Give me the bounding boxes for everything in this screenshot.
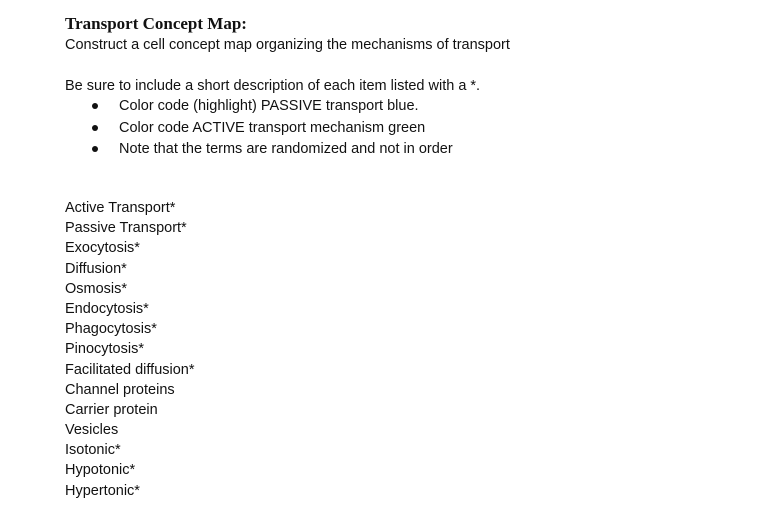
term-item: Active Transport* xyxy=(65,200,176,216)
bullet-dot-icon xyxy=(92,146,98,152)
page-subtitle: Construct a cell concept map organizing the mechanisms of transport xyxy=(65,37,510,53)
term-list xyxy=(65,199,195,502)
bullet-dot-icon xyxy=(92,125,98,131)
term-item: Exocytosis* xyxy=(65,240,140,257)
term-item: Endocytosis* xyxy=(65,300,149,317)
term-item: Hypertonic* xyxy=(65,482,140,499)
term-item: Channel proteins xyxy=(65,381,175,398)
instruction-text: Be sure to include a short description of each item listed with a *. xyxy=(65,78,481,94)
term-item: Osmosis* xyxy=(65,280,128,297)
bullet-text: Color code (highlight) PASSIVE transport blue. xyxy=(119,98,419,114)
term-item: Diffusion* xyxy=(65,260,127,277)
bullet-text: Color code ACTIVE transport mechanism green xyxy=(119,119,426,136)
term-item: Passive Transport* xyxy=(65,220,187,237)
bullet-dot-icon xyxy=(92,103,98,109)
term-item: Isotonic* xyxy=(65,442,121,459)
page-title: Transport Concept Map: xyxy=(65,14,247,33)
term-item: Phagocytosis* xyxy=(65,321,157,338)
term-item: Hypotonic* xyxy=(65,462,136,479)
bullet-text: Note that the terms are randomized and not in order xyxy=(119,141,453,157)
term-item: Facilitated diffusion* xyxy=(65,361,195,378)
term-item: Carrier protein xyxy=(65,401,158,418)
term-item: Pinocytosis* xyxy=(65,341,144,358)
term-item: Vesicles xyxy=(65,422,119,439)
